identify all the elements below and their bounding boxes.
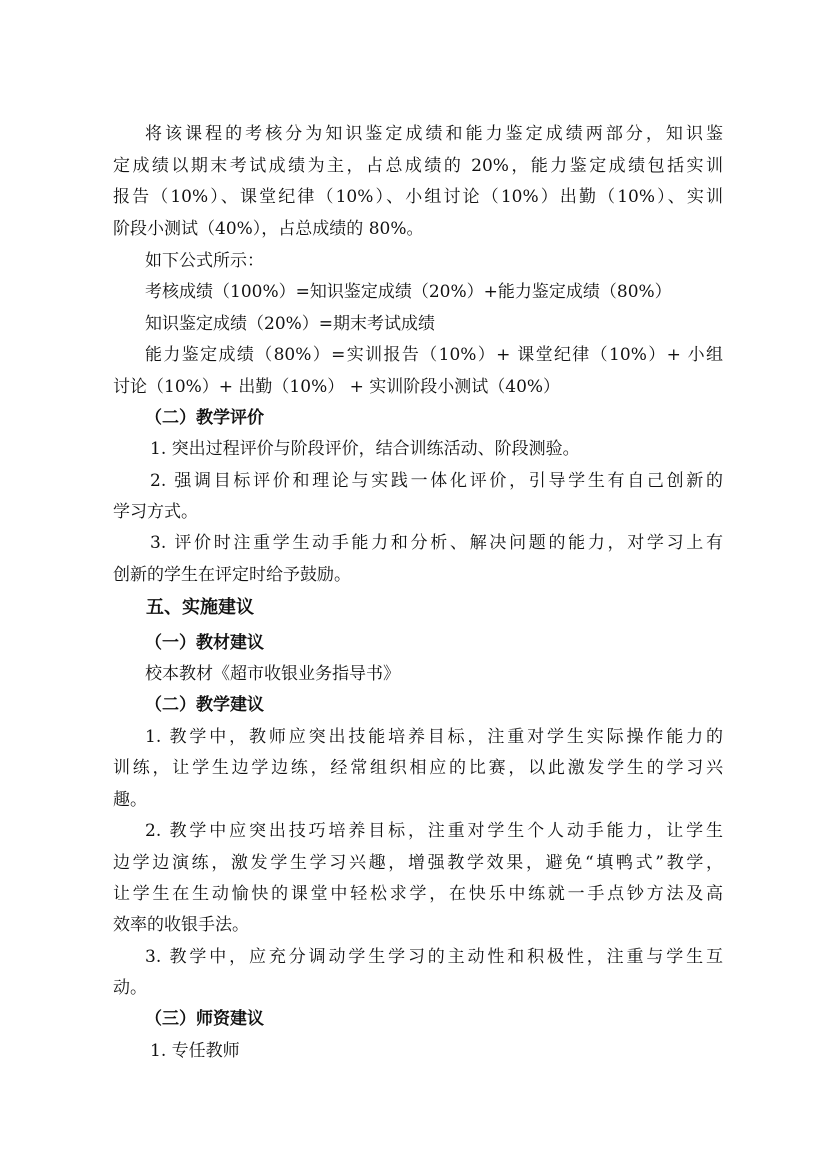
list-item: 1. 教学中，教师应突出技能培养目标，注重对学生实际操作能力的 <box>145 727 723 747</box>
formula-line: 考核成绩（100%）=知识鉴定成绩（20%）+能力鉴定成绩（80%） <box>145 282 672 302</box>
chapter-heading: 五、实施建议 <box>146 597 254 618</box>
list-item-continuation: 让学生在生动愉快的课堂中轻松求学，在快乐中练就一手点钞方法及高 <box>113 884 723 904</box>
list-item: 2. 强调目标评价和理论与实践一体化评价，引导学生有自己创新的 <box>150 471 723 491</box>
formula-line: 讨论（10%）+ 出勤（10%） + 实训阶段小测试（40%） <box>113 377 561 397</box>
paragraph-line: 校本教材《超市收银业务指导书》 <box>145 664 400 684</box>
paragraph-line: 报告（10%）、课堂纪律（10%）、小组讨论（10%）出勤（10%）、实训 <box>113 187 723 207</box>
list-item: 2. 教学中应突出技巧培养目标，注重对学生个人动手能力，让学生 <box>145 821 723 841</box>
paragraph-line: 阶段小测试（40%），占总成绩的 80%。 <box>113 219 424 239</box>
paragraph-line: 将该课程的考核分为知识鉴定成绩和能力鉴定成绩两部分，知识鉴 <box>145 124 723 144</box>
list-item-continuation: 创新的学生在评定时给予鼓励。 <box>113 565 351 585</box>
formula-line: 知识鉴定成绩（20%）=期末考试成绩 <box>145 314 436 334</box>
list-item: 3. 教学中，应充分调动学生学习的主动性和积极性，注重与学生互 <box>145 947 723 967</box>
list-item-continuation: 趣。 <box>113 790 147 810</box>
paragraph-line: 定成绩以期末考试成绩为主，占总成绩的 20%，能力鉴定成绩包括实训 <box>113 156 723 176</box>
list-item-continuation: 动。 <box>113 978 147 998</box>
list-item: 3. 评价时注重学生动手能力和分析、解决问题的能力，对学习上有 <box>150 533 723 553</box>
section-heading: （二）教学评价 <box>145 408 264 428</box>
paragraph-line: 如下公式所示： <box>145 251 264 271</box>
list-item-continuation: 效率的收银手法。 <box>113 915 249 935</box>
list-item-continuation: 学习方式。 <box>113 502 198 522</box>
section-heading: （一）教材建议 <box>145 633 264 653</box>
section-heading: （三）师资建议 <box>145 1009 264 1029</box>
formula-line: 能力鉴定成绩（80%）=实训报告（10%）+ 课堂纪律（10%）+ 小组 <box>145 345 723 365</box>
list-item: 1. 专任教师 <box>150 1041 240 1061</box>
section-heading: （二）教学建议 <box>145 695 264 715</box>
list-item-continuation: 边学边演练，激发学生学习兴趣，增强教学效果，避免“填鸭式”教学， <box>113 853 723 873</box>
list-item: 1. 突出过程评价与阶段评价，结合训练活动、阶段测验。 <box>150 439 580 459</box>
list-item-continuation: 训练，让学生边学边练，经常组织相应的比赛，以此激发学生的学习兴 <box>113 758 723 778</box>
